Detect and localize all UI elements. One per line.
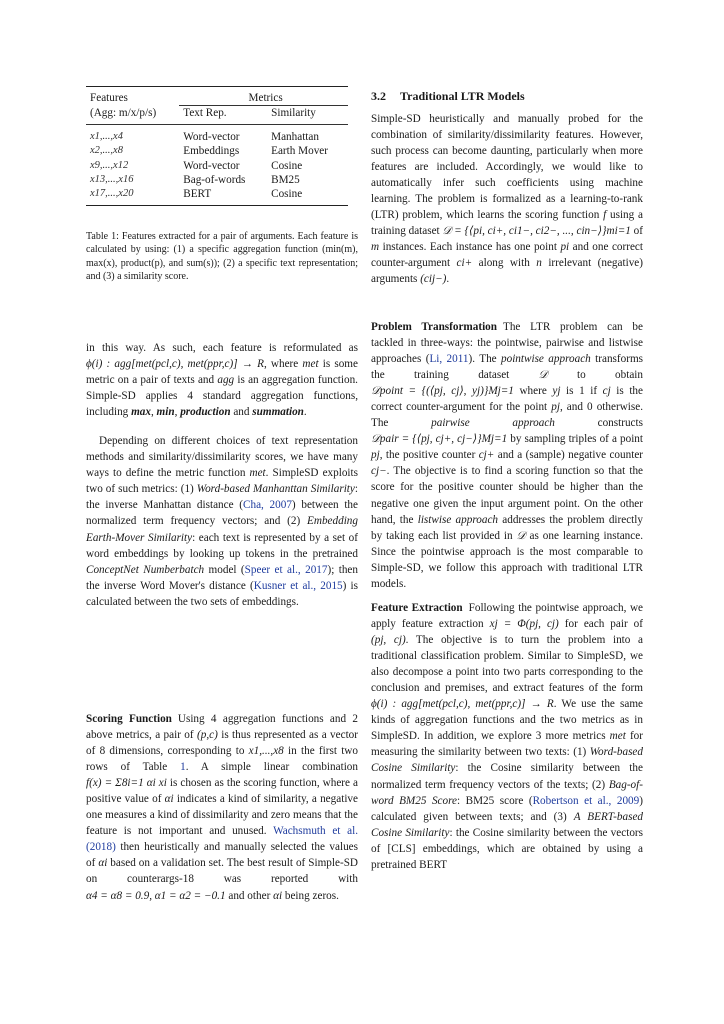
paragraph-scoring-function: Scoring Function Using 4 aggregation functions and 2 above metrics, a pair of (p,c) is thus represented as a vector of 8 dimensions, corresponding to x1,...,x8 in the first two rows of Table 1. A simple linear combination f(x) = Σ8i=1 αi xi is chosen as the scoring function, where a positive value of αi indicates a kind of similarity, a negative one measures a kind of dissimilarity and zero means that the feature is not important and unused. Wachsmuth et al. (2018) then heuristically and manually selected the values of αi based on a validation set. The best result of Simple-SD on counterargs-18 was reported with α4 = α8 = 0.9, α1 = α2 = −0.1 and other αi being zeros. bbox=[86, 713, 359, 902]
citation-link[interactable]: Cha, 2007 bbox=[243, 499, 292, 512]
paragraph-problem-transformation: Problem Transformation The LTR problem can be tackled in three-ways: the pointwise, pairwise and listwise approaches (Li, 2011). The pointwise approach transforms the training dataset 𝒟 to obtain 𝒟point = {(⟨pj, cj⟩, yj)}Mj=1 where yj is 1 if cj is the correct counter-argument for the point pj, and 0 otherwise. The pairwise approach constructs 𝒟pair = {⟨pj, cj+, cj−⟩}Mj=1 by sampling triples of a point pj, the positive counter cj+ and a (sample) negative counter cj−. The objective is to find a scoring function so that the score for the positive counter should be higher than the negative one given the input argument point. On the other hand, the listwise approach addresses the problem directly by taking each list provided in 𝒟 as one learning instance. Since the pointwise approach is the most comparable to Simple-SD, we follow this approach with traditional LTR models. bbox=[371, 321, 644, 590]
right-column bbox=[371, 88, 643, 288]
left-column-scoring bbox=[86, 711, 358, 904]
citation-link[interactable]: Li, 2011 bbox=[429, 353, 469, 366]
table-cell-similarity: Earth Mover bbox=[271, 145, 328, 158]
table-cell-features: x1,...,x4 bbox=[86, 124, 179, 144]
table-cell-features: x13,...,x16 bbox=[90, 174, 134, 186]
section-number: 3.2 bbox=[371, 89, 386, 103]
left-column bbox=[86, 340, 358, 610]
citation-link[interactable]: Kusner et al., 2015 bbox=[253, 579, 343, 592]
table-cell-similarity: BM25 bbox=[271, 174, 300, 187]
table-row bbox=[86, 173, 348, 187]
citation-link[interactable]: Robertson et al., 2009 bbox=[532, 794, 640, 807]
table-cell-text-rep: Word-vector bbox=[179, 124, 267, 144]
right-column-features bbox=[371, 600, 643, 873]
table-row bbox=[86, 187, 348, 205]
header-metrics: Metrics bbox=[179, 87, 348, 106]
table-cell-similarity: Cosine bbox=[267, 187, 348, 205]
table-cell-text-rep: Word-vector bbox=[183, 159, 240, 172]
table-header-row bbox=[86, 87, 348, 106]
formula-phi: ϕ(i) : agg[met(pcl,c), met(ppr,c)] → R bbox=[86, 358, 264, 371]
paragraph-feature-reformulation: in this way. As such, each feature is reformulated as ϕ(i) : agg[met(pcl,c), met(ppr,c)] → R, where met is some metric on a pair of texts and agg is an aggregation function. Simple-SD applies 4 standard aggregation functions, including max, min, production and summation. bbox=[86, 342, 358, 419]
table-caption: Table 1: Features extracted for a pair of arguments. Each feature is calculated by using: (1) a specific aggregation function (min(m), max(x), product(p), and sum(s)); (2) a specific text representation; and (3) a similarity score. bbox=[86, 231, 358, 283]
table-reference-link[interactable]: 1 bbox=[180, 761, 186, 774]
header-features: Features bbox=[86, 87, 179, 106]
paragraph-feature-extraction: Feature Extraction Following the pointwise approach, we apply feature extraction xj = Φ(pj, cj) for each pair of (pj, cj). The objective is to turn the problem into a traditional classification problem. Similar to SimpleSD, we also decompose a point into two parts corresponding to the conclusion and premises, and extract features of the form ϕ(i) : agg[met(pcl,c), met(ppr,c)] → R. We use the same kinds of aggregation functions and the two metrics as in SimpleSD. In addition, we explore 3 more metrics met for measuring the similarity between two texts: (1) Word-based Cosine Similarity: the Cosine similarity between the normalized term frequency vectors of the texts; (2) Bag-of-word BM25 Score: BM25 score (Robertson et al., 2009) calculated given between texts; and (3) A BERT-based Cosine Similarity: the Cosine similarity between the vectors of [CLS] embeddings, which are obtained by using a pretrained BERT bbox=[371, 602, 644, 871]
section-title: Traditional LTR Models bbox=[400, 89, 525, 103]
header-agg: (Agg: m/x/p/s) bbox=[90, 106, 157, 119]
paragraph-ltr-intro: Simple-SD heuristically and manually probed for the combination of similarity/dissimilarity features. However, such process can become daunting, particularly when more features are included. Accordingly, we would like to automatically infer such coefficients using machine learning. The problem is formalized as a learning-to-rank (LTR) problem, which learns the scoring function f using a training dataset 𝒟 = {⟨pi, ci+, ci1−, ci2−, ..., cin−⟩}mi=1 of m instances. Each instance has one point pi and one correct counter-argument ci+ along with n irrelevant (negative) arguments (cij−). bbox=[371, 113, 643, 286]
table-row bbox=[86, 144, 348, 158]
paragraph-metrics: Depending on different choices of text representation methods and similarity/dissimilarity scores, we have many ways to define the metric function met. SimpleSD exploits two of such metrics: (1) Word-based Manhanttan Similarity: the inverse Manhattan distance (Cha, 2007) between the normalized term frequency vectors; and (2) Embedding Earth-Mover Similarity: each text is represented by a set of word embeddings by looking up tokens in the pretrained ConceptNet Numberbatch model (Speer et al., 2017); then the inverse Word Mover's distance (Kusner et al., 2015) is calculated between the two sets of embeddings. bbox=[86, 435, 359, 608]
features-table-wrapper bbox=[86, 86, 348, 206]
paragraph-heading: Problem Transformation bbox=[371, 321, 497, 333]
table-cell-similarity: Manhattan bbox=[267, 124, 348, 144]
table-cell-features: x17,...,x20 bbox=[86, 187, 179, 205]
table-cell-similarity: Cosine bbox=[271, 159, 303, 172]
table-row bbox=[86, 159, 348, 173]
table-row bbox=[86, 124, 348, 144]
table-cell-text-rep: Embeddings bbox=[183, 145, 240, 158]
paragraph-heading: Feature Extraction bbox=[371, 602, 463, 614]
paragraph-heading: Scoring Function bbox=[86, 713, 172, 725]
table-cell-features: x9,...,x12 bbox=[90, 159, 129, 171]
table-subheader-row bbox=[86, 106, 348, 124]
table-cell-text-rep: BERT bbox=[179, 187, 267, 205]
header-text-rep: Text Rep. bbox=[179, 106, 267, 124]
right-column-problem bbox=[371, 319, 643, 592]
section-heading bbox=[371, 88, 643, 104]
header-similarity: Similarity bbox=[267, 106, 348, 124]
table-cell-text-rep: Bag-of-words bbox=[183, 174, 246, 187]
citation-link[interactable]: Wachsmuth et al. (2018) bbox=[86, 825, 359, 854]
table-cell-features: x2,...,x8 bbox=[90, 145, 123, 157]
features-table bbox=[86, 86, 348, 206]
citation-link[interactable]: Speer et al., 2017 bbox=[244, 563, 328, 576]
